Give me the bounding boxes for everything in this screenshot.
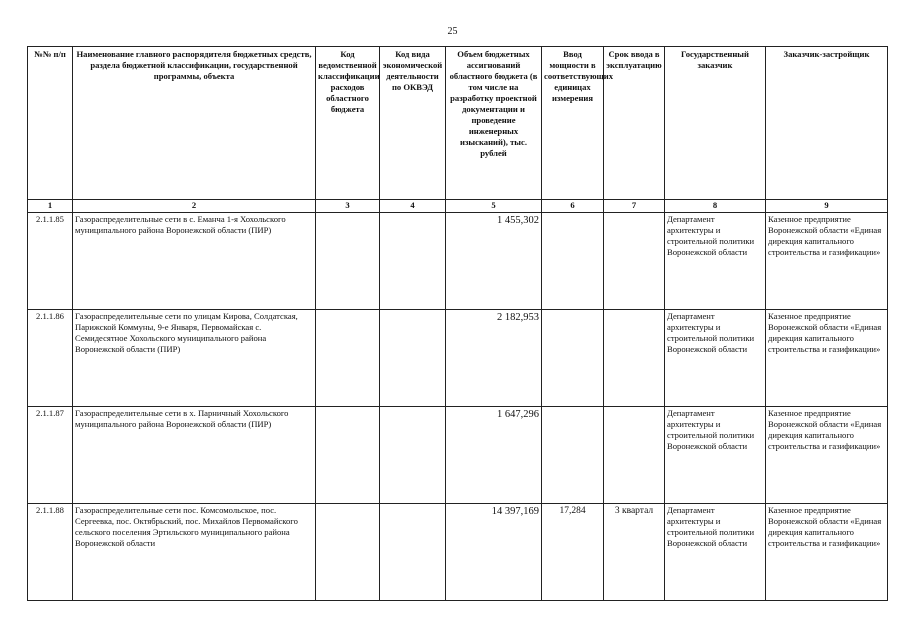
row-customer: Департамент архитектуры и строительной политики Воронежской области (665, 504, 766, 601)
row-object-name: Газораспределительные сети по улицам Кирова, Солдатская, Парижской Коммуны, 9-е Января, Первомайская с. Семидесятное Хохольского муниципального района Воронежской области (ПИР) (73, 310, 316, 407)
row-code: 2.1.1.87 (28, 407, 73, 504)
header-row (28, 47, 888, 200)
row-code: 2.1.1.86 (28, 310, 73, 407)
header-term: Срок ввода в эксплуатацию (604, 47, 665, 200)
row-amount: 14 397,169 (446, 504, 542, 601)
row-dept-code (316, 213, 380, 310)
header-capacity: Ввод мощности в соответствующих единицах измерения (542, 47, 604, 200)
row-term (604, 407, 665, 504)
row-customer: Департамент архитектуры и строительной политики Воронежской области (665, 310, 766, 407)
row-capacity (542, 407, 604, 504)
column-number: 3 (316, 200, 380, 213)
table-row (28, 213, 888, 310)
row-code: 2.1.1.88 (28, 504, 73, 601)
table-row (28, 504, 888, 601)
header-name: Наименование главного распорядителя бюджетных средств, раздела бюджетной классификации, государственной программы, объекта (73, 47, 316, 200)
row-dept-code (316, 310, 380, 407)
table-row (28, 310, 888, 407)
column-number: 1 (28, 200, 73, 213)
row-developer: Казенное предприятие Воронежской области «Единая дирекция капитального строительства и газификации» (766, 504, 888, 601)
column-number: 2 (73, 200, 316, 213)
row-term: 3 квартал (604, 504, 665, 601)
row-term (604, 213, 665, 310)
row-capacity (542, 310, 604, 407)
row-capacity (542, 213, 604, 310)
row-dept-code (316, 504, 380, 601)
row-developer: Казенное предприятие Воронежской области «Единая дирекция капитального строительства и газификации» (766, 213, 888, 310)
header-okved: Код вида экономической деятельности по ОКВЭД (380, 47, 446, 200)
row-amount: 1 455,302 (446, 213, 542, 310)
row-term (604, 310, 665, 407)
column-number: 5 (446, 200, 542, 213)
row-code: 2.1.1.85 (28, 213, 73, 310)
row-developer: Казенное предприятие Воронежской области «Единая дирекция капитального строительства и газификации» (766, 310, 888, 407)
column-number: 6 (542, 200, 604, 213)
row-object-name: Газораспределительные сети в с. Еманча 1-я Хохольского муниципального района Воронежской области (ПИР) (73, 213, 316, 310)
header-developer: Заказчик-застройщик (766, 47, 888, 200)
column-number: 4 (380, 200, 446, 213)
page-number: 25 (447, 26, 458, 37)
row-amount: 1 647,296 (446, 407, 542, 504)
row-customer: Департамент архитектуры и строительной политики Воронежской области (665, 407, 766, 504)
row-developer: Казенное предприятие Воронежской области «Единая дирекция капитального строительства и газификации» (766, 407, 888, 504)
row-object-name: Газораспределительные сети в х. Парничный Хохольского муниципального района Воронежской области (ПИР) (73, 407, 316, 504)
header-dept-code: Код ведомственной классификации расходов областного бюджета (316, 47, 380, 200)
header-customer: Государственный заказчик (665, 47, 766, 200)
row-okved (380, 504, 446, 601)
header-number: №№ п/п (28, 47, 73, 200)
column-number: 8 (665, 200, 766, 213)
budget-table (27, 46, 888, 601)
row-dept-code (316, 407, 380, 504)
row-amount: 2 182,953 (446, 310, 542, 407)
row-okved (380, 213, 446, 310)
row-object-name: Газораспределительные сети пос. Комсомольское, пос. Сергеевка, пос. Октябрьский, пос. Михайлов Первомайского сельского поселения Эртильского муниципального района Воронежской области (73, 504, 316, 601)
row-okved (380, 310, 446, 407)
row-capacity: 17,284 (542, 504, 604, 601)
column-number-row (28, 200, 888, 213)
header-amount: Объем бюджетных ассигнований областного бюджета (в том числе на разработку проектной документации и проведение инженерных изысканий), тыс. рублей (446, 47, 542, 200)
row-okved (380, 407, 446, 504)
column-number: 9 (766, 200, 888, 213)
row-customer: Департамент архитектуры и строительной политики Воронежской области (665, 213, 766, 310)
column-number: 7 (604, 200, 665, 213)
table-row (28, 407, 888, 504)
